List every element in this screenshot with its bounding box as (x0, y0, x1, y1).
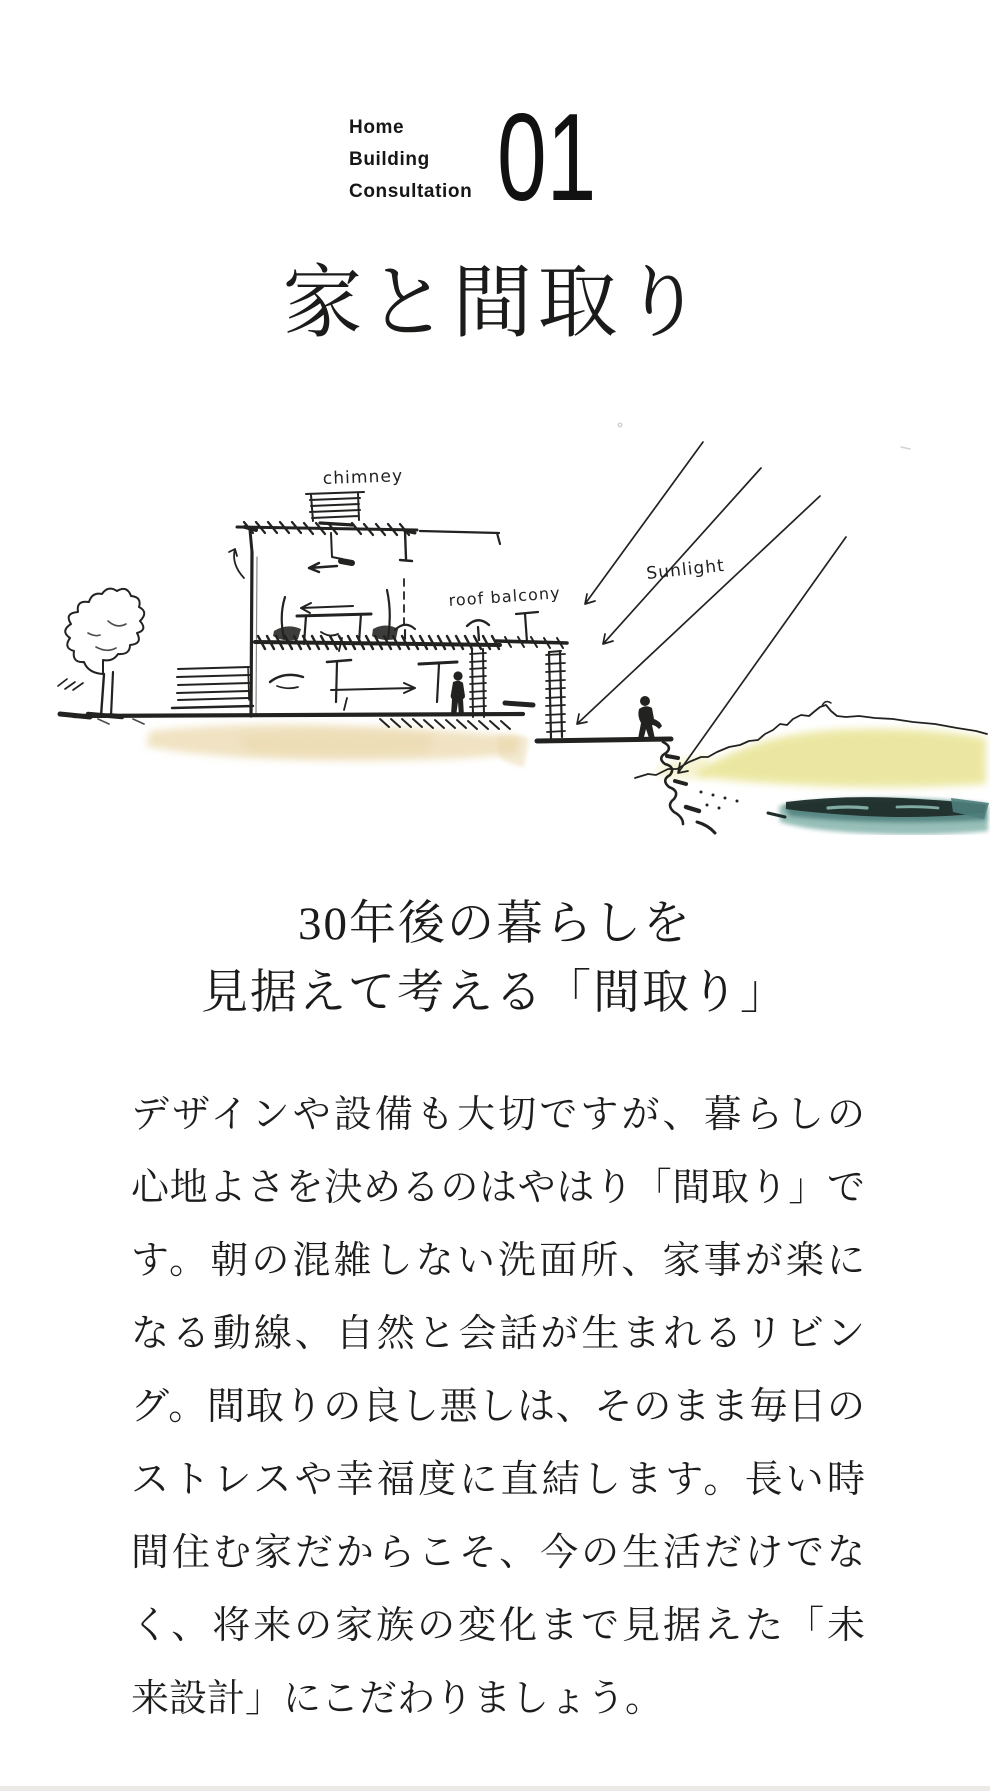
body-line: 心地よさを決めるのはやはり「間取り」で (131, 1167, 865, 1209)
eyebrow-line: Home (349, 117, 405, 138)
chimney-label: chimney (322, 466, 404, 489)
body-line: 間住む家だからこそ、今の生活だけでな (131, 1532, 865, 1574)
body-paragraph (131, 1079, 865, 1736)
section-number: 01 (497, 89, 597, 227)
house-sketch-illustration (0, 385, 990, 835)
water-brush (768, 797, 989, 835)
eyebrow-text (349, 112, 472, 208)
roof-balcony-label: roof balcony (447, 583, 562, 610)
body-line: グ。間取りの良し悪しは、そのまま毎日の (131, 1386, 865, 1428)
body-line: 来設計」にこだわりましょう。 (131, 1678, 664, 1720)
body-line: なる動線、自然と会話が生まれるリビン (131, 1313, 865, 1355)
eyebrow-line: Consultation (349, 181, 473, 202)
body-line: く、将来の家族の変化まで見据えた「未 (131, 1605, 865, 1647)
body-line: ストレスや幸福度に直結します。長い時 (131, 1459, 865, 1501)
house-section (60, 492, 567, 738)
sunlight-rays (577, 423, 910, 773)
page-title: 家と間取り (282, 260, 708, 348)
subtitle-line: 見据えて考える「間取り」 (201, 967, 789, 1019)
body-line: す。朝の混雑しない洗面所、家事が楽に (131, 1240, 865, 1282)
subtitle-line: 30年後の暮らしを (298, 898, 692, 950)
tree (58, 589, 144, 717)
eyebrow-line: Building (349, 149, 430, 170)
sunlight-label: Sunlight (645, 555, 726, 584)
body-line: デザインや設備も大切ですが、暮らしの (131, 1094, 865, 1136)
subtitle-heading (0, 890, 990, 1028)
watercolor-washes (146, 724, 986, 787)
section-divider (0, 1786, 990, 1791)
